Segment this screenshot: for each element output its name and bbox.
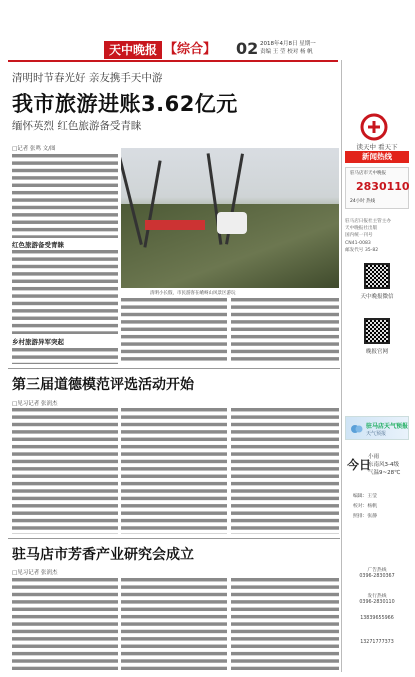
lead-photo [121,148,339,288]
ad-number: 2830110 [356,180,410,193]
newspaper-logo: 天中晚报 [104,41,162,59]
editor-row: 照排：张静 [353,514,377,519]
qr-code-icon[interactable] [364,263,390,289]
masthead-rule [8,60,338,62]
article3-title: 驻马店市芳香产业研究会成立 [12,547,194,563]
qr-label: 天中晚报微信 [360,294,394,300]
qr-code-icon[interactable] [364,318,390,344]
tianzhong-logo-icon [360,113,388,141]
article2-col2 [121,408,227,534]
tel-number: 13271777373 [360,640,394,645]
sidebar-hotline-banner: 新闻热线 [345,151,409,163]
sidebar-slogan: 读天中 看天下 [356,143,398,151]
weather-temp: 气温9~28℃ [368,470,401,476]
editor-row: 编辑：王莹 [353,494,377,499]
weather-condition: 小雨 [368,454,380,460]
lead-headline: 我市旅游进账3.62亿元 [12,92,238,116]
article3-col2 [121,578,227,670]
article3-byline: □见习记者 张润杰 [12,570,58,576]
info-line: 邮发代号 35-82 [345,247,379,253]
photo-riders [217,212,247,234]
weather-subtitle: 天气预报 [366,431,387,437]
info-line: CN41-0083 [345,240,371,246]
info-line: 国内统一刊号 [345,233,373,239]
issue-date: 2018年4月8日 星期一 [260,41,316,47]
sidebar-hotline-ad [345,167,409,209]
article3-col1 [12,578,118,670]
tel-number: 13839655966 [360,616,394,621]
lead-subtitle-1: 红色旅游备受青睐 [12,241,64,249]
lead-body-col1c [12,348,118,364]
masthead [0,0,415,64]
lead-body-col2 [121,298,227,364]
masthead-meta [260,40,340,56]
lead-body-col1b [12,250,118,334]
tel-title: 发行热线 [367,594,387,599]
weather-banner [345,416,409,440]
photo-red-banner [145,220,205,230]
article3-col3 [231,578,339,670]
sidebar-divider [341,60,342,672]
lead-byline: □记者 张鸣 文/图 [12,146,56,152]
lead-subhead: 缅怀英烈 红色旅游备受青睐 [12,120,142,132]
lead-body-col3 [231,298,339,364]
weather-wind: 东南风3-4级 [368,462,399,468]
ad-top-text: 驻马店市天中晚报 [350,171,386,176]
section-divider [8,538,340,539]
info-line: 驻马店日报社主管主办 [345,219,391,224]
tel-title: 广告热线 [367,568,387,573]
lead-subtitle-2: 乡村旅游异军突起 [12,338,64,346]
page-number: 02 [236,39,259,58]
article2-col1 [12,408,118,534]
section-label: 【综合】 [164,42,217,57]
info-line: 天中晚报社出版 [345,226,378,232]
tel-number: 0396-2830367 [359,574,395,579]
weather-cloud-icon [349,421,364,436]
editor-line: 责编 王 莹 校对 杨 帆 [260,49,313,55]
article2-title: 第三届道德模范评选活动开始 [12,377,194,393]
article2-col3 [231,408,339,534]
ad-bottom-text: 24小时 热线 [350,199,376,204]
lead-body-col1a [12,154,118,238]
qr-label: 晚报官网 [365,349,388,355]
tel-number: 0396-2830110 [359,600,395,605]
today-label: 今日 [347,458,372,472]
editor-row: 校对：杨帆 [353,504,377,509]
lead-kicker: 清明时节春光好 亲友携手天中游 [12,72,163,84]
sidebar-info [345,218,409,254]
photo-caption: 清明小长假，市民游客在嵖岈山风景区游玩 [150,291,236,296]
article2-byline: □见习记者 张润杰 [12,401,58,407]
weather-title: 驻马店天气预报 [366,423,409,430]
section-divider [8,368,340,369]
